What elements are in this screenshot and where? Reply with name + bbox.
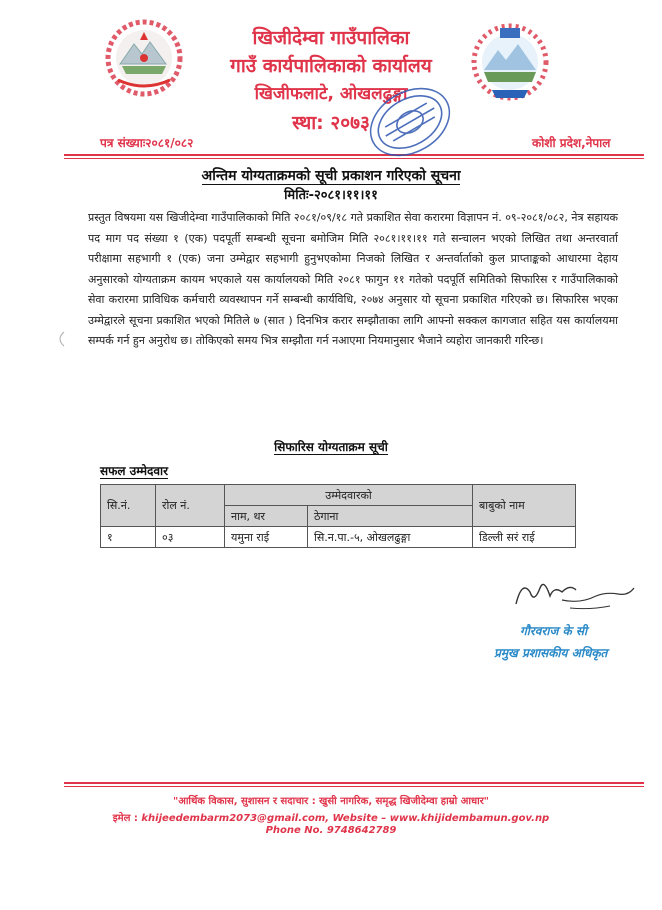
established-year: स्था: २०७३ <box>292 112 370 134</box>
official-stamp-icon <box>362 76 458 168</box>
footer-phone: Phone No. 9748642789 <box>265 825 397 836</box>
header-address: ठेगाना <box>308 506 473 527</box>
list-title: सिफारिस योग्यताक्रम सूची <box>274 440 388 454</box>
footer-divider-thin <box>64 786 644 787</box>
signatory-title: प्रमुख प्रशासकीय अधिकृत <box>494 646 608 660</box>
signatory-name: गौरवराज के सी <box>520 624 588 638</box>
office-name: गाउँ कार्यपालिकाको कार्यालय <box>230 55 432 77</box>
footer-motto: "आर्थिक विकास, सुशासन र सदाचार : खुसी नागरिक, समृद्ध खिजीदेम्वा हाम्रो आधार" <box>172 796 489 807</box>
header-father: बाबुको नाम <box>473 485 576 527</box>
cell-roll: ०३ <box>156 527 225 548</box>
table-header-row <box>101 485 576 506</box>
footer-contact <box>0 810 662 824</box>
letter-number: पत्र संख्याः२०८१/०८२ <box>100 136 194 150</box>
list-subtitle: सफल उम्मेदवार <box>100 464 169 478</box>
table-row <box>101 527 576 548</box>
candidate-table <box>100 484 576 548</box>
email-label: इमेल : <box>112 813 138 824</box>
cell-sn: १ <box>101 527 156 548</box>
signature-icon <box>510 574 640 614</box>
punch-hole-icon <box>54 330 66 348</box>
header-sn: सि.नं. <box>101 485 156 527</box>
cell-father: डिल्ली सरं राई <box>473 527 576 548</box>
province-label: कोशी प्रदेश,नेपाल <box>532 136 611 150</box>
notice-title: अन्तिम योग्यताक्रमको सूची प्रकाशन गरिएको सूचना <box>201 168 461 184</box>
email-website: khijeedembarm2073@gmail.com, Website – www.khijidembamun.gov.np <box>141 813 550 824</box>
footer-divider <box>64 782 644 784</box>
header-candidate: उम्मेदवारको <box>225 485 473 506</box>
office-address: खिजीफलाटे, ओखलढुङ्गा <box>254 84 408 104</box>
header-divider <box>64 154 644 156</box>
header-divider-thin <box>64 158 644 159</box>
notice-body: प्रस्तुत विषयमा यस खिजीदेम्वा गाउँपालिकाको मिति २०८१/०९/१८ गते प्रकाशित सेवा करारमा विज्ञापन नं. ०९-२०८१/०८२, नेत्र सहायक पद माग पद संख्या १ (एक) पदपूर्ती सम्बन्धी सूचना बमोजिम मिति २०८१।११।११ गते सन्चालन भएको लिखित तथा अन्तरवार्ता परीक्षामा सहभागी १ (एक) जना उम्मेद्वार सहभागी हुनुभएकोमा निजको लिखित र अन्तर्वार्ताको कुल प्राप्ताङ्कको आधारमा देहाय अनुसारको योग्यताक्रम कायम भएकाले यस कार्यालयको मिति २०८१ फागुन ११ गतेको पदपूर्ति समितिको सिफारिस र गाउँपालिकाको सेवा करारमा प्राविधिक कर्मचारी व्यवस्थापन गर्ने सम्बन्धी कार्यविधि, २०७४ अनुसार यो सूचना प्रकाशित गरिएको छ। सिफारिस भएका उम्मेद्वारले सूचना प्रकाशित भएको मितिले ७ (सात ) दिनभित्र करार सम्झौताका लागि आफ्नो सक्कल कागजात सहित यस कार्यालयमा सम्पर्क गर्न हुन अनुरोध छ। तोकिएको समय भित्र सम्झौता गर्न नआएमा नियमानुसार भैजाने व्यहोरा जानकारी गरिन्छ। <box>88 211 618 347</box>
header-roll: रोल नं. <box>156 485 225 527</box>
cell-name: यमुना राई <box>225 527 308 548</box>
municipality-name: खिजीदेम्वा गाउँपालिका <box>252 27 410 49</box>
header-name: नाम, थर <box>225 506 308 527</box>
notice-date: मितिः-२०८१।११।११ <box>284 188 378 203</box>
cell-address: सि.न.पा.-५, ओखलढुङ्गा <box>308 527 473 548</box>
